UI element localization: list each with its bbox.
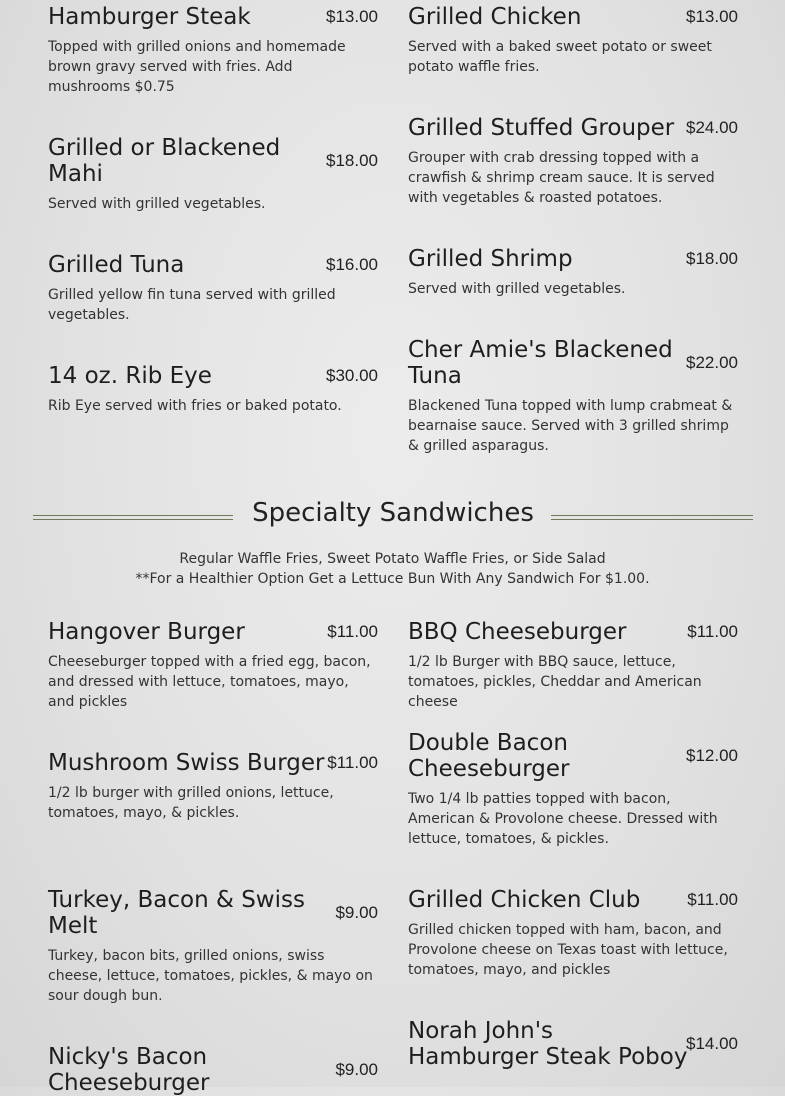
item-title: Norah John's Hamburger Steak Poboy [408,1018,688,1070]
menu-item [408,730,738,849]
item-title: 14 oz. Rib Eye [48,363,212,389]
item-price: $12.00 [686,746,738,765]
item-price: $11.00 [687,622,738,641]
item-title: Hamburger Steak [48,4,251,30]
item-price: $18.00 [686,249,738,268]
item-price: $30.00 [326,366,378,385]
item-description: Cheeseburger topped with a fried egg, bacon, and dressed with lettuce, tomatoes, mayo, and pickles [48,654,371,710]
section-notes [0,549,785,589]
menu-item [48,750,378,823]
item-title: Grilled Stuffed Grouper [408,115,675,141]
item-title: Grilled Chicken [408,4,582,30]
menu-item [48,363,378,416]
item-price: $9.00 [335,903,378,922]
item-title: BBQ Cheeseburger [408,619,627,645]
menu-item [48,619,378,712]
item-price: $11.00 [327,753,378,772]
item-title: Nicky's Bacon Cheeseburger [48,1044,210,1096]
item-price: $22.00 [686,353,738,372]
menu-item [48,887,378,1006]
menu-item [408,887,738,980]
item-description: Grilled yellow fin tuna served with grilled vegetables. [48,287,336,323]
menu-item [408,246,738,299]
sides-note: Regular Waffle Fries, Sweet Potato Waffle Fries, or Side Salad [179,551,606,567]
item-description: Served with grilled vegetables. [408,281,626,297]
item-title: Grilled Chicken Club [408,887,641,913]
item-title: Cher Amie's Blackened Tuna [408,337,673,389]
item-description: Served with grilled vegetables. [48,196,266,212]
item-price: $16.00 [326,255,378,274]
item-title: Turkey, Bacon & Swiss Melt [48,887,305,939]
item-price: $13.00 [326,7,378,26]
item-price: $24.00 [686,118,738,137]
item-title: Hangover Burger [48,619,245,645]
menu-item [48,4,378,97]
item-title: Double Bacon Cheeseburger [408,730,570,782]
item-title: Mushroom Swiss Burger [48,750,325,776]
item-description: Topped with grilled onions and homemade brown gravy served with fries. Add mushrooms $0.75 [48,39,346,95]
section-header [33,498,753,538]
item-price: $9.00 [335,1060,378,1079]
menu-item [408,619,738,712]
lettuce-bun-note: **For a Healthier Option Get a Lettuce Bun With Any Sandwich For $1.00. [135,571,650,587]
menu-item [408,1018,738,1070]
item-price: $18.00 [326,151,378,170]
item-description: Served with a baked sweet potato or sweet potato waffle fries. [408,39,712,75]
item-price: $14.00 [686,1034,738,1053]
item-title: Grilled Shrimp [408,246,573,272]
section-title: Specialty Sandwiches [252,498,534,528]
menu-item [408,4,738,77]
item-price: $11.00 [687,890,738,909]
item-description: Rib Eye served with fries or baked potato. [48,398,342,414]
menu-item [408,115,738,208]
item-description: 1/2 lb burger with grilled onions, lettuce, tomatoes, mayo, & pickles. [48,785,334,821]
item-description: 1/2 lb Burger with BBQ sauce, lettuce, tomatoes, pickles, Cheddar and American cheese [408,654,702,710]
menu-item [48,135,378,214]
item-price: $13.00 [686,7,738,26]
item-title: Grilled or Blackened Mahi [48,135,281,187]
item-description: Two 1/4 lb patties topped with bacon, American & Provolone cheese. Dressed with lettuce, tomatoes, & pickles. [408,791,718,847]
item-title: Grilled Tuna [48,252,185,278]
menu-item [408,337,738,456]
menu-item [48,252,378,325]
item-description: Grouper with crab dressing topped with a crawfish & shrimp cream sauce. It is served with vegetables & roasted potatoes. [408,150,715,206]
item-description: Grilled chicken topped with ham, bacon, and Provolone cheese on Texas toast with lettuce, tomatoes, mayo, and pickles [408,922,728,978]
item-description: Blackened Tuna topped with lump crabmeat & bearnaise sauce. Served with 3 grilled shrimp & grilled asparagus. [408,398,733,454]
item-price: $11.00 [327,622,378,641]
menu-item [48,1044,378,1096]
item-description: Turkey, bacon bits, grilled onions, swiss cheese, lettuce, tomatoes, pickles, & mayo on sour dough bun. [48,948,373,1004]
divider-right [551,515,753,520]
